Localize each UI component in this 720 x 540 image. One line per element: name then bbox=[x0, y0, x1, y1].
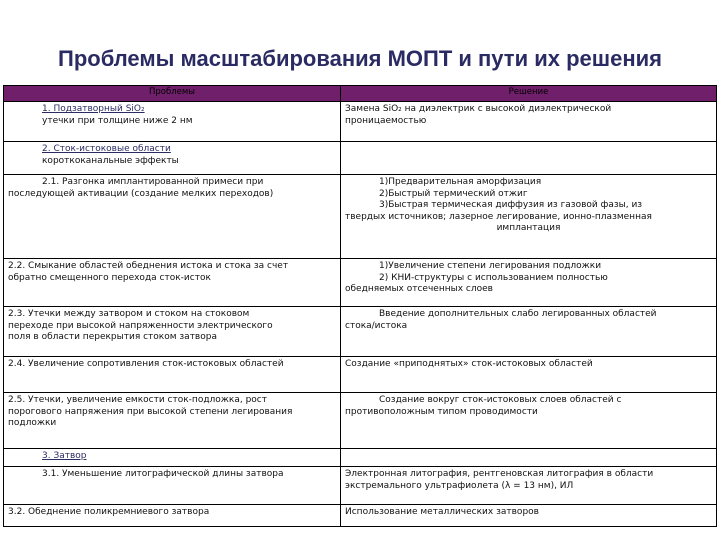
problem-cell bbox=[4, 467, 341, 505]
problem-text: 2.2. Смыкание областей обеднения истока и стока за счет bbox=[8, 261, 289, 271]
table-row bbox=[4, 307, 717, 357]
problem-text: 3. Затвор bbox=[42, 451, 87, 461]
solution-text: стока/истока bbox=[345, 320, 408, 331]
problem-text: 3.1. Уменьшение литографической длины затвора bbox=[42, 469, 284, 479]
problem-text: 1. Подзатворный SiO₂ bbox=[42, 104, 145, 114]
problem-text: порогового напряжения при высокой степени легирования bbox=[8, 406, 293, 417]
solution-text: Замена SiO₂ на диэлектрик с высокой диэлектрической bbox=[345, 104, 612, 114]
table-row bbox=[4, 357, 717, 393]
solution-cell bbox=[341, 357, 717, 393]
solution-text: проницаемостью bbox=[345, 115, 427, 126]
problem-cell bbox=[4, 357, 341, 393]
solution-text: Использование металлических затворов bbox=[345, 507, 539, 517]
table-row bbox=[4, 449, 717, 467]
problem-text: переходе при высокой напряженности электрического bbox=[8, 320, 273, 331]
solution-text: имплантация bbox=[496, 223, 561, 233]
solution-text: 2) КНИ-структуры с использованием полностью bbox=[379, 272, 608, 283]
problem-cell bbox=[4, 259, 341, 307]
solution-cell bbox=[341, 102, 717, 142]
solution-text: Электронная литография, рентгеновская литография в области bbox=[345, 469, 654, 479]
solution-cell bbox=[341, 467, 717, 505]
problem-text: последующей активации (создание мелких переходов) bbox=[8, 188, 274, 199]
solution-text: экстремального ультрафиолета (λ = 13 нм), ИЛ bbox=[345, 480, 574, 491]
problem-text: 2.1. Разгонка имплантированной примеси при bbox=[42, 177, 264, 187]
problem-text: обратно смещенного перехода сток-исток bbox=[8, 272, 211, 283]
solution-text: 1)Предварительная аморфизация bbox=[379, 177, 542, 187]
table-row bbox=[4, 102, 717, 142]
solution-cell bbox=[341, 142, 717, 175]
problem-cell bbox=[4, 175, 341, 259]
solution-cell bbox=[341, 505, 717, 527]
problem-cell bbox=[4, 505, 341, 527]
problem-cell bbox=[4, 142, 341, 175]
problem-text: 2.5. Утечки, увеличение емкости сток-подложка, рост bbox=[8, 395, 267, 405]
problem-text: короткоканальные эффекты bbox=[42, 155, 179, 166]
page-title: Проблемы масштабирования МОПТ и пути их решения bbox=[58, 46, 662, 71]
solution-text: 3)Быстрая термическая диффузия из газовой фазы, из bbox=[379, 200, 643, 210]
table-row bbox=[4, 259, 717, 307]
problem-cell bbox=[4, 393, 341, 449]
solution-text: Создание вокруг сток-истоковых слоев областей с bbox=[379, 395, 622, 405]
header-problems: Проблемы bbox=[4, 86, 341, 102]
solution-cell bbox=[341, 175, 717, 259]
problem-text: 2.3. Утечки между затвором и стоком на стоковом bbox=[8, 309, 250, 319]
problem-cell bbox=[4, 449, 341, 467]
solution-cell bbox=[341, 307, 717, 357]
solution-text: Создание «приподнятых» сток-истоковых областей bbox=[345, 359, 593, 369]
solution-cell bbox=[341, 393, 717, 449]
solution-cell bbox=[341, 449, 717, 467]
table-row bbox=[4, 467, 717, 505]
table-row bbox=[4, 505, 717, 527]
problem-text: подложки bbox=[8, 418, 57, 428]
solution-text: 2)Быстрый термический отжиг bbox=[379, 188, 528, 199]
table-header-row bbox=[4, 86, 717, 102]
solution-text: 1)Увеличение степени легирования подложки bbox=[379, 261, 602, 271]
solution-text: Введение дополнительных слабо легированных областей bbox=[379, 309, 657, 319]
solution-text: твердых источников; лазерное легирование, ионно-плазменная bbox=[345, 211, 652, 222]
table-row bbox=[4, 175, 717, 259]
solution-text: обедняемых отсеченных слоев bbox=[345, 284, 493, 294]
problem-text: утечки при толщине ниже 2 нм bbox=[42, 115, 193, 126]
solution-text: противоположным типом проводимости bbox=[345, 406, 538, 417]
solution-cell bbox=[341, 259, 717, 307]
problem-text: 2.4. Увеличение сопротивления сток-истоковых областей bbox=[8, 359, 284, 369]
problems-solutions-table bbox=[3, 85, 717, 527]
problem-cell bbox=[4, 102, 341, 142]
problem-text: 3.2. Обеднение поликремниевого затвора bbox=[8, 507, 210, 517]
problem-text: поля в области перекрытия стоком затвора bbox=[8, 332, 217, 342]
table-row bbox=[4, 393, 717, 449]
header-solutions: Решение bbox=[341, 86, 717, 102]
problem-cell bbox=[4, 307, 341, 357]
table-row bbox=[4, 142, 717, 175]
problem-text: 2. Сток-истоковые области bbox=[42, 144, 171, 154]
